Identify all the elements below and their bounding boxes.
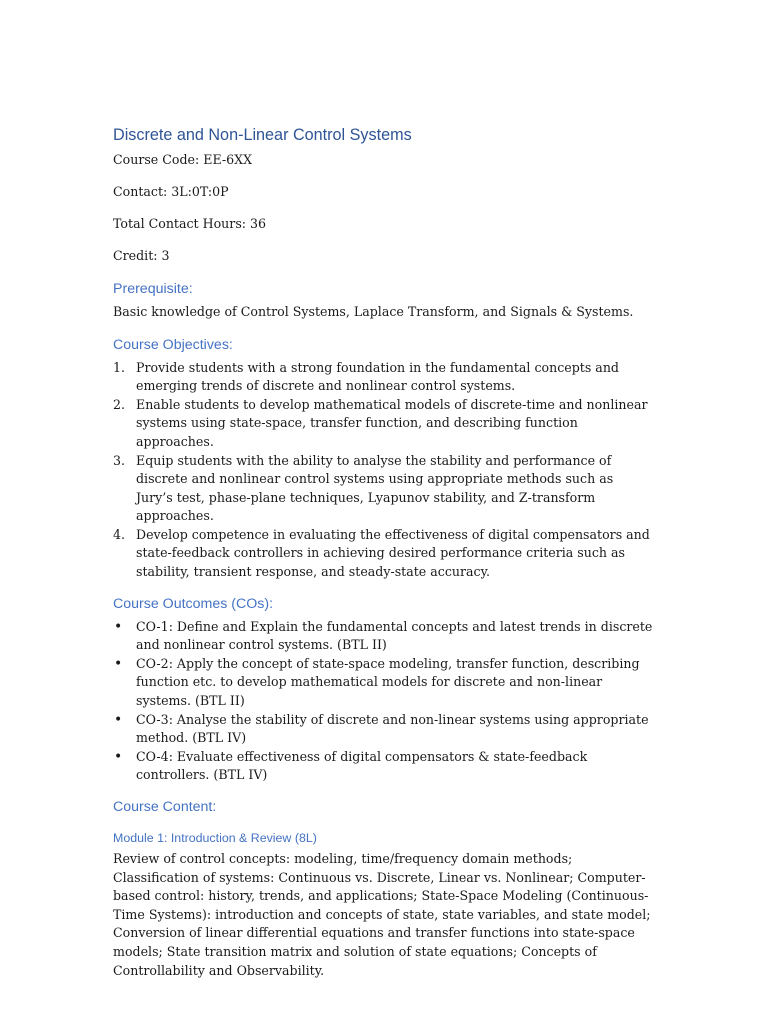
page-title: Discrete and Non-Linear Control Systems xyxy=(113,126,412,144)
outcome-item xyxy=(113,618,653,655)
course-content-heading: Course Content: xyxy=(113,799,217,815)
total-contact-hours: Total Contact Hours: 36 xyxy=(113,215,267,231)
outcome-text: CO-4: Evaluate effectiveness of digital compensators & state-feedback controllers. (BTL IV) xyxy=(136,748,588,783)
prerequisite-heading: Prerequisite: xyxy=(113,280,193,297)
document-body xyxy=(113,124,653,993)
outcome-item xyxy=(113,748,653,785)
outcome-text: CO-1: Define and Explain the fundamental concepts and latest trends in discrete and nonlinear control systems. (BTL II) xyxy=(136,618,653,653)
outcome-item xyxy=(113,655,653,711)
module-1-heading: Module 1: Introduction & Review (8L) xyxy=(113,831,317,845)
objective-text: Provide students with a strong foundation in the fundamental concepts and emerging trends of discrete and nonlinear control systems. xyxy=(136,359,619,394)
course-code: Course Code: EE-6XX xyxy=(113,152,253,167)
objective-text: Enable students to develop mathematical models of discrete-time and nonlinear systems using state-space, transfer function, and describing function approaches. xyxy=(136,396,648,449)
bullet-icon: • xyxy=(114,711,123,728)
module-1-text: Review of control concepts: modeling, time/frequency domain methods; Classification of systems: Continuous vs. Discrete, Linear vs. Nonlinear; Computer-based control: history, trends, and applications; State-Space Modeling (Continuous-Time Systems): introduction and concepts of state, state variables, and state model; Conversion of linear differential equations and transfer functions into state-space models; State transition matrix and solution of state equations; Concepts of Controllability and Observability. xyxy=(113,851,651,978)
objectives-list xyxy=(113,359,653,582)
outcome-text: CO-2: Apply the concept of state-space modeling, transfer function, describing function etc. to develop mathematical models for discrete and non-linear systems. (BTL II) xyxy=(136,655,640,709)
prerequisite-text: Basic knowledge of Control Systems, Laplace Transform, and Signals & Systems. xyxy=(113,303,634,319)
objective-text: Equip students with the ability to analyse the stability and performance of discrete and nonlinear control systems using appropriate methods such as Jury’s test, phase-plane techniques, Lyapunov stability, and Z-transform approaches. xyxy=(136,452,614,524)
bullet-icon: • xyxy=(114,618,123,635)
objective-text: Develop competence in evaluating the effectiveness of digital compensators and state-feedback controllers in achieving desired performance criteria such as stability, transient response, and steady-state accuracy. xyxy=(136,526,650,580)
contact-hours-split: Contact: 3L:0T:0P xyxy=(113,183,229,199)
list-number: 3. xyxy=(113,452,126,468)
objective-item xyxy=(113,359,653,396)
credit: Credit: 3 xyxy=(113,247,170,263)
bullet-icon: • xyxy=(114,748,123,765)
outcome-item xyxy=(113,711,653,748)
bullet-icon: • xyxy=(114,655,123,672)
objective-item xyxy=(113,396,653,452)
list-number: 1. xyxy=(113,359,126,375)
objective-item xyxy=(113,452,653,526)
outcomes-list xyxy=(113,618,653,785)
objectives-heading: Course Objectives: xyxy=(113,336,233,353)
outcomes-heading: Course Outcomes (COs): xyxy=(113,595,274,612)
objective-item xyxy=(113,526,653,582)
list-number: 2. xyxy=(113,396,126,412)
list-number: 4. xyxy=(113,526,126,542)
outcome-text: CO-3: Analyse the stability of discrete and non-linear systems using appropriate method. (BTL IV) xyxy=(136,711,649,746)
